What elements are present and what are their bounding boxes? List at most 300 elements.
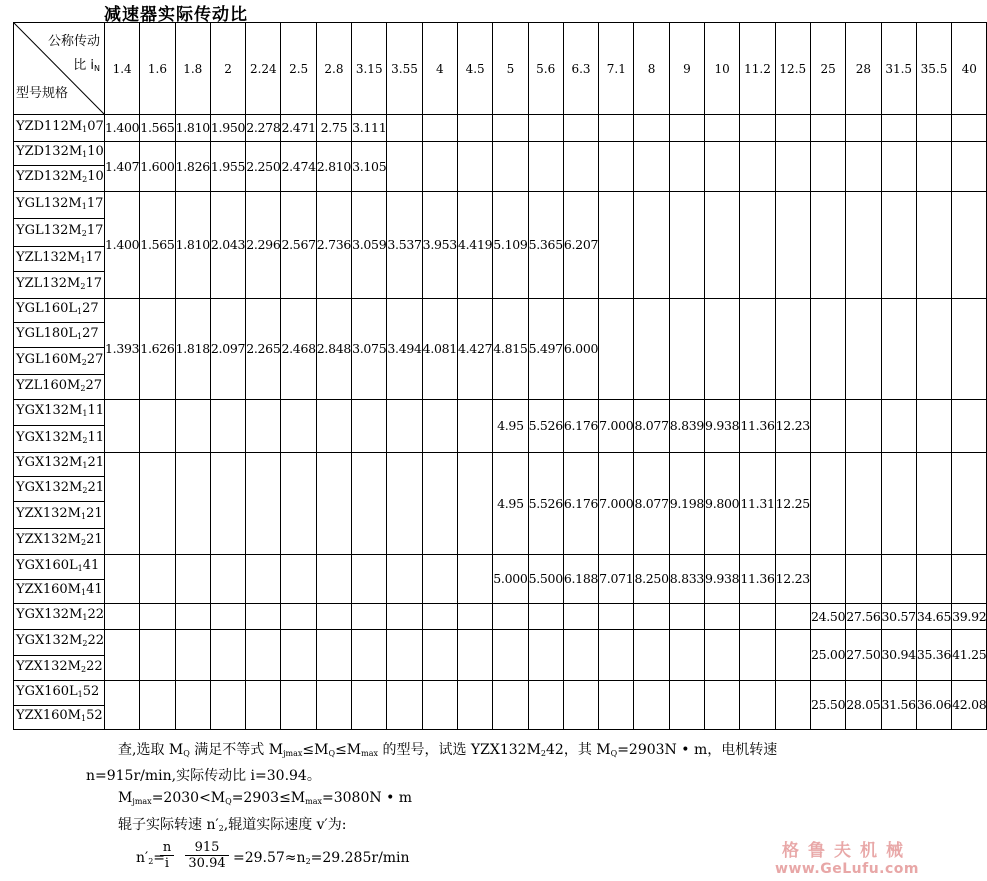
empty-cell [916,453,951,555]
ratio-value-cell: 8.077 [634,400,669,453]
empty-cell [493,681,528,730]
empty-cell [881,453,916,555]
empty-cell [316,604,351,630]
empty-cell [599,630,634,681]
ratio-value-cell: 2.278 [246,115,281,142]
ratio-value-cell: 34.65 [916,604,951,630]
corner-header [14,23,105,115]
empty-cell [457,604,492,630]
empty-cell [105,400,140,453]
empty-cell [493,115,528,142]
ratio-value-cell: 2.250 [246,142,281,192]
model-cell: $YGX132M_221$ [14,477,105,502]
ratio-column-header: 40 [952,23,987,115]
ratio-value-cell: 1.400 [105,192,140,299]
model-cell: $YZD132M_210$ [14,166,105,192]
empty-cell [316,681,351,730]
ratio-value-cell: 4.95 [493,453,528,555]
ratio-value-cell: 6.176 [563,400,598,453]
empty-cell [387,681,422,730]
model-cell: $YZX132M_221$ [14,529,105,555]
empty-cell [952,453,987,555]
ratio-value-cell: 8.833 [669,555,704,604]
empty-cell [916,555,951,604]
empty-cell [669,115,704,142]
model-cell: $YZX132M_222$ [14,656,105,681]
empty-cell [810,555,845,604]
ratio-value-cell: 25.50 [810,681,845,730]
ratio-value-cell: 6.000 [563,299,598,400]
empty-cell [952,400,987,453]
ratio-column-header: 6.3 [563,23,598,115]
table-row [14,192,987,219]
empty-cell [246,630,281,681]
ratio-value-cell: 1.565 [140,192,175,299]
empty-cell [599,604,634,630]
empty-cell [705,630,740,681]
ratio-column-header: 1.4 [105,23,140,115]
empty-cell [599,192,634,299]
empty-cell [493,604,528,630]
ratio-column-header: 1.8 [175,23,210,115]
model-cell: $YGX132M_122$ [14,604,105,630]
ratio-column-header: 9 [669,23,704,115]
empty-cell [210,604,245,630]
empty-cell [105,630,140,681]
empty-cell [493,630,528,681]
empty-cell [352,400,387,453]
watermark: 格鲁夫机械 www.GeLufu.com [775,841,919,877]
ratio-value-cell: 5.526 [528,453,563,555]
empty-cell [210,630,245,681]
empty-cell [599,142,634,192]
ratio-value-cell: 7.000 [599,453,634,555]
ratio-column-header: 5.6 [528,23,563,115]
ratio-value-cell: 2.296 [246,192,281,299]
ratio-column-header: 8 [634,23,669,115]
ratio-column-header: 3.15 [352,23,387,115]
empty-cell [952,555,987,604]
ratio-value-cell: 2.097 [210,299,245,400]
empty-cell [457,400,492,453]
empty-cell [246,604,281,630]
ratio-value-cell: 1.826 [175,142,210,192]
model-cell: $YGL132M_217$ [14,219,105,247]
ratio-value-cell: 2.736 [316,192,351,299]
empty-cell [210,453,245,555]
ratio-value-cell: 8.077 [634,453,669,555]
empty-cell [775,299,810,400]
empty-cell [810,192,845,299]
empty-cell [740,192,775,299]
ratio-column-header: 2.8 [316,23,351,115]
empty-cell [387,604,422,630]
ratio-value-cell: 9.938 [705,555,740,604]
empty-cell [669,681,704,730]
empty-cell [105,555,140,604]
empty-cell [175,630,210,681]
ratio-value-cell: 41.25 [952,630,987,681]
ratio-value-cell: 11.31 [740,453,775,555]
empty-cell [952,142,987,192]
empty-cell [775,681,810,730]
empty-cell [387,400,422,453]
ratio-value-cell: 9.800 [705,453,740,555]
empty-cell [387,453,422,555]
ratio-value-cell: 39.92 [952,604,987,630]
ratio-value-cell: 6.207 [563,192,598,299]
text-line-2: n=915r/min,实际传动比 i=30.94。 [86,768,321,784]
empty-cell [705,192,740,299]
empty-cell [916,400,951,453]
model-cell: $YGX160L_152$ [14,681,105,706]
empty-cell [422,604,457,630]
empty-cell [457,681,492,730]
empty-cell [563,604,598,630]
ratio-value-cell: 30.94 [881,630,916,681]
table-row [14,604,987,630]
empty-cell [810,142,845,192]
empty-cell [422,555,457,604]
ratio-value-cell: 3.494 [387,299,422,400]
ratio-value-cell: 4.419 [457,192,492,299]
ratio-value-cell: 4.427 [457,299,492,400]
empty-cell [528,681,563,730]
empty-cell [881,299,916,400]
empty-cell [740,299,775,400]
ratio-column-header: 31.5 [881,23,916,115]
empty-cell [705,604,740,630]
empty-cell [705,142,740,192]
ratio-value-cell: 2.265 [246,299,281,400]
ratio-value-cell: 2.471 [281,115,316,142]
model-cell: $YZD112M_107$ [14,115,105,142]
empty-cell [105,453,140,555]
empty-cell [387,115,422,142]
ratio-value-cell: 11.36 [740,400,775,453]
ratio-value-cell: 3.105 [352,142,387,192]
model-cell: $YGL160M_227$ [14,348,105,375]
empty-cell [669,142,704,192]
empty-cell [422,400,457,453]
ratio-column-header: 2.5 [281,23,316,115]
empty-cell [846,115,881,142]
model-cell: $YZX160M_141$ [14,580,105,604]
empty-cell [210,681,245,730]
ratio-column-header: 10 [705,23,740,115]
ratio-value-cell: 12.23 [775,400,810,453]
empty-cell [599,681,634,730]
empty-cell [881,400,916,453]
ratio-value-cell: 6.176 [563,453,598,555]
empty-cell [316,630,351,681]
empty-cell [105,681,140,730]
ratio-value-cell: 1.950 [210,115,245,142]
model-cell: $YGL160L_127$ [14,299,105,323]
empty-cell [528,115,563,142]
empty-cell [810,299,845,400]
ratio-value-cell: 1.810 [175,192,210,299]
table-row [14,299,987,323]
empty-cell [846,299,881,400]
model-cell: $YZX160M_152$ [14,706,105,730]
ratio-value-cell: 2.474 [281,142,316,192]
empty-cell [599,299,634,400]
empty-cell [352,604,387,630]
empty-cell [916,142,951,192]
empty-cell [705,681,740,730]
empty-cell [457,453,492,555]
table-row [14,453,987,477]
empty-cell [210,555,245,604]
corner-label-top: 公称传动 [47,34,100,49]
ratio-value-cell: 3.537 [387,192,422,299]
ratio-value-cell: 8.250 [634,555,669,604]
ratio-value-cell: 8.839 [669,400,704,453]
empty-cell [846,142,881,192]
ratio-value-cell: 30.57 [881,604,916,630]
empty-cell [140,630,175,681]
empty-cell [422,115,457,142]
empty-cell [457,555,492,604]
ratio-value-cell: 35.36 [916,630,951,681]
empty-cell [563,681,598,730]
model-cell: $YGX132M_211$ [14,426,105,453]
empty-cell [563,142,598,192]
model-cell: $YGX132M_121$ [14,453,105,477]
ratio-value-cell: 3.075 [352,299,387,400]
ratio-column-header: 4 [422,23,457,115]
empty-cell [952,115,987,142]
ratio-value-cell: 3.953 [422,192,457,299]
empty-cell [528,604,563,630]
ratio-column-header: 4.5 [457,23,492,115]
empty-cell [140,555,175,604]
corner-label-bottom: 型号规格 [16,86,69,101]
ratio-value-cell: 7.071 [599,555,634,604]
ratio-value-cell: 12.23 [775,555,810,604]
empty-cell [669,192,704,299]
empty-cell [634,604,669,630]
text-line-1: 查,选取 $M_Q$ 满足不等式 $M_{jmax}\le M_Q\le M_{max}$ 的型号，试选 $YZX132M_242$，其 $M_Q=2903N$ • m，电机转速 [118,742,778,758]
empty-cell [493,142,528,192]
empty-cell [140,604,175,630]
empty-cell [705,115,740,142]
empty-cell [316,555,351,604]
table-row [14,142,987,166]
model-cell: $YGX132M_111$ [14,400,105,426]
ratio-value-cell: 1.407 [105,142,140,192]
empty-cell [105,604,140,630]
empty-cell [387,630,422,681]
empty-cell [881,555,916,604]
empty-cell [634,192,669,299]
header-row [14,23,987,115]
empty-cell [352,453,387,555]
empty-cell [669,604,704,630]
ratio-column-header: 11.2 [740,23,775,115]
empty-cell [810,115,845,142]
model-cell: $YZL132M_117$ [14,247,105,272]
ratio-value-cell: 11.36 [740,555,775,604]
ratio-column-header: 2 [210,23,245,115]
empty-cell [952,192,987,299]
ratio-value-cell: 3.111 [352,115,387,142]
empty-cell [634,299,669,400]
ratio-column-header: 7.1 [599,23,634,115]
empty-cell [352,555,387,604]
ratio-value-cell: 5.497 [528,299,563,400]
empty-cell [457,115,492,142]
model-cell: $YZL160M_227$ [14,375,105,400]
text-line-3: $M_{jmax}=2030<M_Q=2903\le M_{max}=3080N$ • m [118,790,413,806]
empty-cell [352,630,387,681]
empty-cell [775,192,810,299]
text-line-4: 辊子实际转速 $n'_2$,辊道实际速度 v′为: [118,817,347,833]
empty-cell [175,453,210,555]
ratio-value-cell: 28.05 [846,681,881,730]
empty-cell [705,299,740,400]
empty-cell [140,400,175,453]
ratio-value-cell: 1.600 [140,142,175,192]
empty-cell [246,453,281,555]
empty-cell [316,453,351,555]
ratio-value-cell: 9.198 [669,453,704,555]
ratio-value-cell: 1.400 [105,115,140,142]
empty-cell [881,115,916,142]
ratio-value-cell: 25.00 [810,630,845,681]
model-cell: $YGX160L_141$ [14,555,105,580]
empty-cell [528,630,563,681]
ratio-value-cell: 5.109 [493,192,528,299]
ratio-column-header: 2.24 [246,23,281,115]
empty-cell [634,630,669,681]
empty-cell [669,630,704,681]
ratio-value-cell: 1.565 [140,115,175,142]
table-row [14,115,987,142]
empty-cell [281,400,316,453]
empty-cell [846,192,881,299]
ratio-value-cell: 1.955 [210,142,245,192]
ratio-value-cell: 5.000 [493,555,528,604]
ratio-column-header: 35.5 [916,23,951,115]
empty-cell [175,400,210,453]
empty-cell [352,681,387,730]
empty-cell [246,400,281,453]
model-cell: $YZD132M_110$ [14,142,105,166]
empty-cell [281,453,316,555]
empty-cell [881,192,916,299]
table-row [14,630,987,656]
ratio-value-cell: 27.56 [846,604,881,630]
ratio-value-cell: 7.000 [599,400,634,453]
empty-cell [740,115,775,142]
ratio-value-cell: 3.059 [352,192,387,299]
empty-cell [775,604,810,630]
empty-cell [281,630,316,681]
empty-cell [952,299,987,400]
ratio-value-cell: 27.50 [846,630,881,681]
empty-cell [246,681,281,730]
empty-cell [281,604,316,630]
empty-cell [422,630,457,681]
empty-cell [281,555,316,604]
model-cell: $YGL132M_117$ [14,192,105,219]
page-title: 减速器实际传动比 [104,5,248,25]
empty-cell [457,630,492,681]
empty-cell [810,453,845,555]
empty-cell [422,453,457,555]
ratio-value-cell: 42.08 [952,681,987,730]
model-cell: $YZL132M_217$ [14,272,105,299]
ratio-value-cell: 1.626 [140,299,175,400]
ratio-column-header: 5 [493,23,528,115]
ratio-value-cell: 2.75 [316,115,351,142]
empty-cell [140,681,175,730]
empty-cell [916,299,951,400]
empty-cell [634,681,669,730]
corner-label-mid: 比 $i_N$ [73,58,100,73]
ratio-value-cell: 5.365 [528,192,563,299]
empty-cell [281,681,316,730]
empty-cell [599,115,634,142]
empty-cell [563,115,598,142]
ratio-value-cell: 4.081 [422,299,457,400]
ratio-value-cell: 5.500 [528,555,563,604]
empty-cell [846,400,881,453]
ratio-column-header: 1.6 [140,23,175,115]
ratio-value-cell: 9.938 [705,400,740,453]
ratio-column-header: 25 [810,23,845,115]
ratio-value-cell: 4.815 [493,299,528,400]
ratio-value-cell: 2.567 [281,192,316,299]
empty-cell [916,192,951,299]
ratio-value-cell: 2.810 [316,142,351,192]
ratio-value-cell: 12.25 [775,453,810,555]
empty-cell [740,604,775,630]
empty-cell [775,142,810,192]
empty-cell [846,453,881,555]
empty-cell [175,604,210,630]
model-cell: $YGL180L_127$ [14,323,105,348]
empty-cell [775,630,810,681]
empty-cell [916,115,951,142]
empty-cell [457,142,492,192]
empty-cell [563,630,598,681]
empty-cell [881,142,916,192]
ratio-value-cell: 2.848 [316,299,351,400]
ratio-value-cell: 6.188 [563,555,598,604]
model-cell: $YZX132M_121$ [14,502,105,529]
empty-cell [422,681,457,730]
ratio-value-cell: 31.56 [881,681,916,730]
ratio-value-cell: 24.50 [810,604,845,630]
empty-cell [846,555,881,604]
ratio-value-cell: 1.393 [105,299,140,400]
empty-cell [669,299,704,400]
ratio-value-cell: 5.526 [528,400,563,453]
ratio-column-header: 12.5 [775,23,810,115]
ratio-value-cell: 4.95 [493,400,528,453]
ratio-value-cell: 36.06 [916,681,951,730]
empty-cell [740,142,775,192]
empty-cell [740,630,775,681]
empty-cell [810,400,845,453]
empty-cell [740,681,775,730]
empty-cell [387,142,422,192]
ratio-column-header: 3.55 [387,23,422,115]
ratio-table [13,22,987,730]
